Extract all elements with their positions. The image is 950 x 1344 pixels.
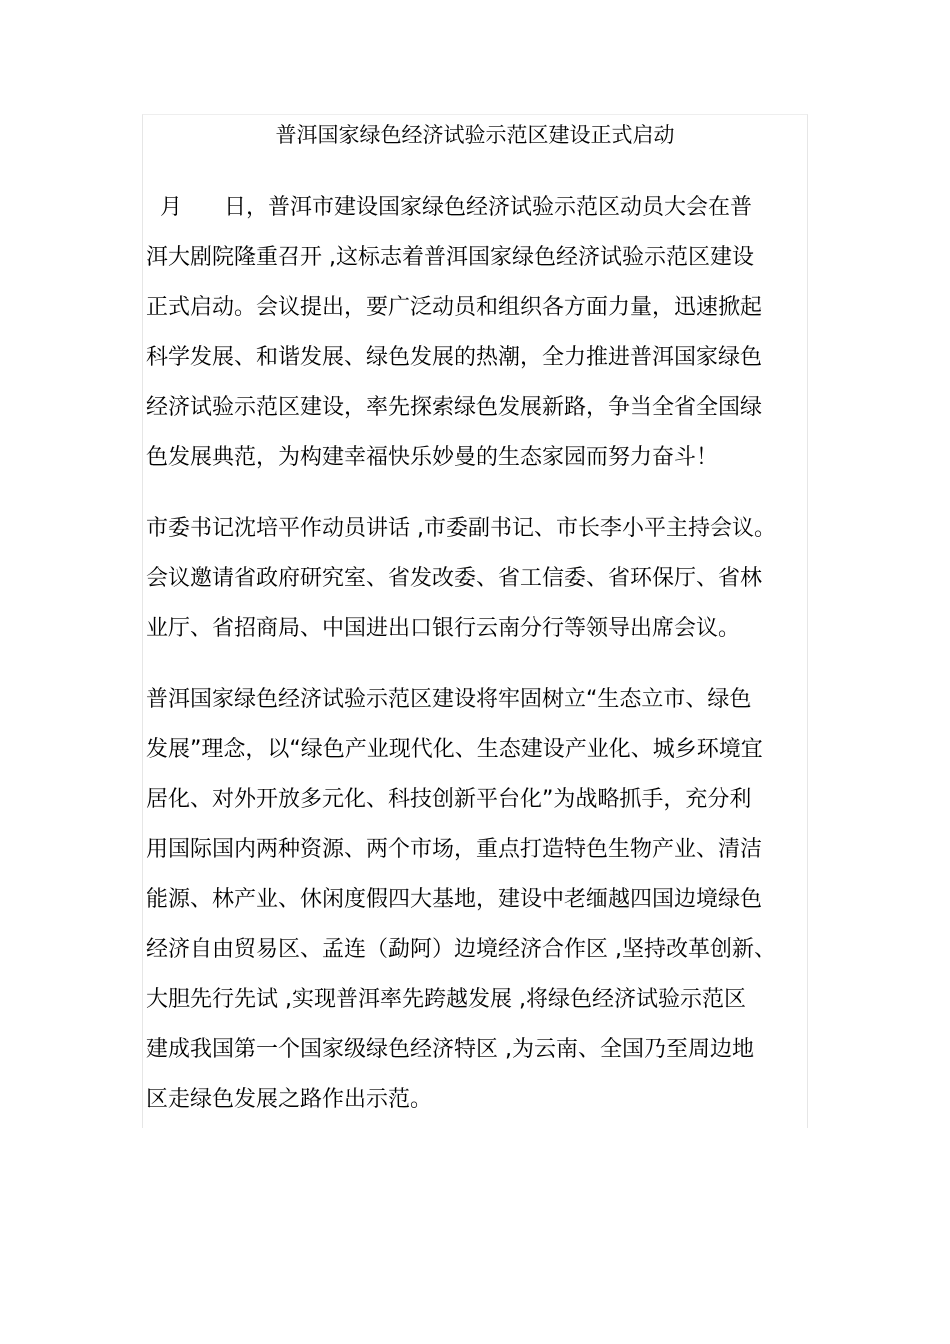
paragraph-line: 色发展典范，为构建幸福快乐妙曼的生态家园而努力奋斗！ (146, 445, 719, 470)
paragraph-line: 市委书记沈培平作动员讲话 ,市委副书记、市长李小平主持会议。 (146, 516, 776, 541)
paragraph-line: 会议邀请省政府研究室、省发改委、省工信委、省环保厅、省林 (146, 566, 763, 591)
paragraph-line: 正式启动。会议提出，要广泛动员和组织各方面力量，迅速掀起 (146, 295, 763, 320)
paragraph-line: 用国际国内两种资源、两个市场，重点打造特色生物产业、清洁 (146, 837, 763, 862)
paragraph-line: 大胆先行先试 ,实现普洱率先跨越发展 ,将绿色经济试验示范区 (146, 987, 746, 1012)
paragraph-line: 业厅、省招商局、中国进出口银行云南分行等领导出席会议。 (146, 616, 741, 641)
paragraph-line: 区走绿色发展之路作出示范。 (146, 1087, 433, 1112)
paragraph-line: 经济自由贸易区、孟连（勐阿）边境经济合作区 ,坚持改革创新、 (146, 937, 776, 962)
paragraph-line: 普洱国家绿色经济试验示范区建设将牢固树立“生态立市、绿色 (146, 687, 752, 712)
document-title: 普洱国家绿色经济试验示范区建设正式启动 (275, 123, 675, 147)
paragraph-line: 月 日，普洱市建设国家绿色经济试验示范区动员大会在普 (146, 195, 752, 220)
paragraph-line: 经济试验示范区建设，率先探索绿色发展新路，争当全省全国绿 (146, 395, 763, 420)
paragraph-line: 能源、林产业、休闲度假四大基地，建设中老缅越四国边境绿色 (146, 887, 763, 912)
paragraph-line: 建成我国第一个国家级绿色经济特区 ,为云南、全国乃至周边地 (146, 1037, 754, 1062)
paragraph-line: 居化、对外开放多元化、科技创新平台化”为战略抓手，充分利 (146, 787, 752, 812)
paragraph-line: 洱大剧院隆重召开 ,这标志着普洱国家绿色经济试验示范区建设 (146, 245, 754, 270)
paragraph-line: 发展”理念，以“绿色产业现代化、生态建设产业化、城乡环境宜 (146, 737, 763, 762)
paragraph-line: 科学发展、和谐发展、绿色发展的热潮，全力推进普洱国家绿色 (146, 345, 763, 370)
